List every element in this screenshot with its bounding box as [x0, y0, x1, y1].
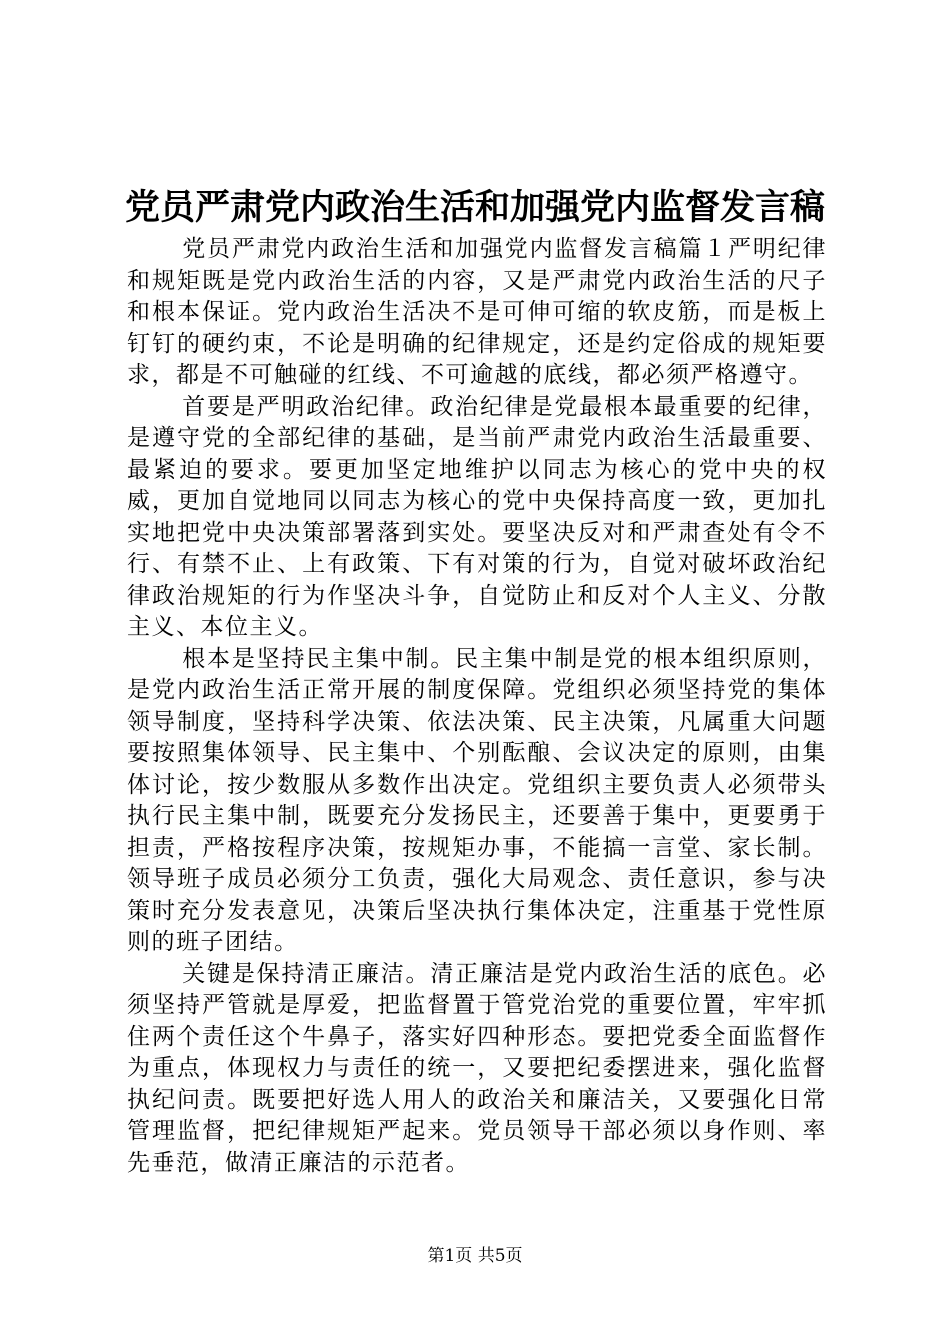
document-title: 党员严肃党内政治生活和加强党内监督发言稿: [124, 187, 825, 228]
paragraph-1: 党员严肃党内政治生活和加强党内监督发言稿篇１严明纪律和规矩既是党内政治生活的内容，又是严肃党内政治生活的尺子和根本保证。党内政治生活决不是可伸可缩的软皮筋，而是板上钉钉的硬约束，不论是明确的纪律规定，还是约定俗成的规矩要求，都是不可触碰的红线、不可逾越的底线，都必须严格遵守。: [127, 236, 827, 388]
paragraph-3: 根本是坚持民主集中制。民主集中制是党的根本组织原则，是党内政治生活正常开展的制度保障。党组织必须坚持党的集体领导制度，坚持科学决策、依法决策、民主决策，凡属重大问题要按照集体领导、民主集中、个别酝酿、会议决定的原则，由集体讨论，按少数服从多数作出决定。党组织主要负责人必须带头执行民主集中制，既要充分发扬民主，还要善于集中，更要勇于担责，严格按程序决策，按规矩办事，不能搞一言堂、家长制。领导班子成员必须分工负责，强化大局观念、责任意识，参与决策时充分发表意见，决策后坚决执行集体决定，注重基于党性原则的班子团结。: [127, 645, 827, 955]
paragraph-2: 首要是严明政治纪律。政治纪律是党最根本最重要的纪律，是遵守党的全部纪律的基础，是当前严肃党内政治生活最重要、最紧迫的要求。要更加坚定地维护以同志为核心的党中央的权威，更加自觉地同以同志为核心的党中央保持高度一致，更加扎实地把党中央决策部署落到实处。要坚决反对和严肃查处有令不行、有禁不止、上有政策、下有对策的行为，自觉对破坏政治纪律政治规矩的行为作坚决斗争，自觉防止和反对个人主义、分散主义、本位主义。: [127, 393, 827, 640]
page-number-footer: 第1页 共5页: [427, 1246, 523, 1266]
document-body: [127, 234, 827, 1179]
paragraph-4: 关键是保持清正廉洁。清正廉洁是党内政治生活的底色。必须坚持严管就是厚爱，把监督置于管党治党的重要位置，牢牢抓住两个责任这个牛鼻子，落实好四种形态。要把党委全面监督作为重点，体现权力与责任的统一，又要把纪委摆进来，强化监督执纪问责。既要把好选人用人的政治关和廉洁关，又要强化日常管理监督，把纪律规矩严起来。党员领导干部必须以身作则、率先垂范，做清正廉洁的示范者。: [127, 960, 827, 1176]
